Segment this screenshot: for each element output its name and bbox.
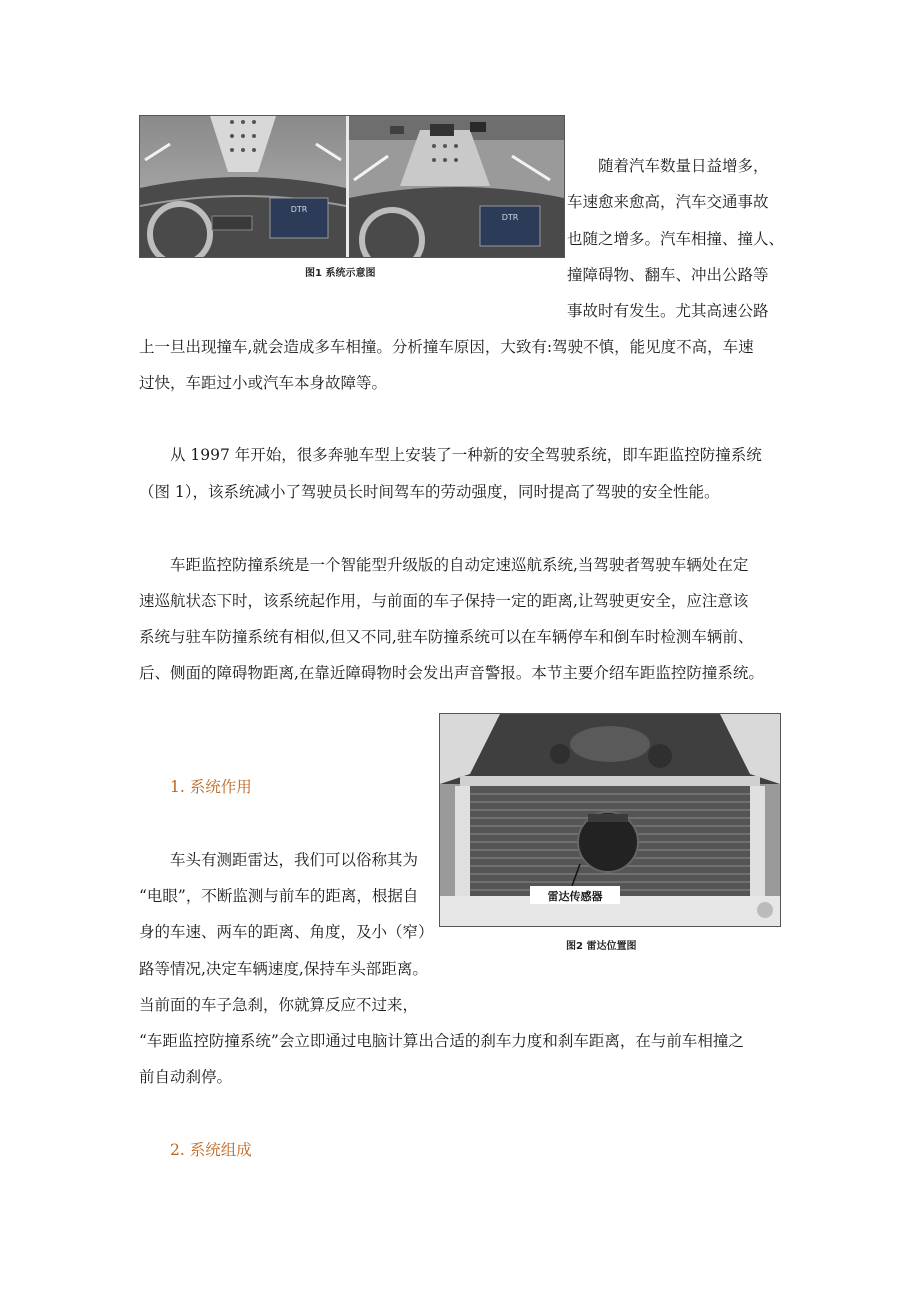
section1-line: 当前面的车子急刹，你就算反应不过来， (139, 996, 419, 1014)
intro-line: 过快，车距过小或汽车本身故障等。 (139, 374, 388, 392)
intro-line: 随着汽车数量日益增多， (598, 157, 769, 175)
section1-line: “电眼”，不断监测与前车的距离，根据自 (139, 887, 419, 905)
paragraph-line: 系统与驻车防撞系统有相似,但又不同,驻车防撞系统可以在车辆停车和倒车时检测车辆前、 (139, 628, 754, 646)
figure1-illustration (140, 116, 564, 257)
paragraph-line: 车距监控防撞系统是一个智能型升级版的自动定速巡航系统,当驾驶者驾驶车辆处在定 (170, 556, 749, 574)
section1-line: 路等情况,决定车辆速度,保持车头部距离。 (139, 960, 428, 978)
intro-line: 车速愈来愈高，汽车交通事故 (567, 193, 769, 211)
figure1-panel-label-left: DTR (290, 205, 308, 214)
paragraph-line: 从 1997 年开始，很多奔驰车型上安装了一种新的安全驾驶系统，即车距监控防撞系统 (170, 446, 762, 464)
intro-line: 事故时有发生。尤其高速公路 (567, 302, 769, 320)
section1-line: 身的车速、两车的距离、角度，及小（窄） (139, 923, 434, 941)
section1-line: “车距监控防撞系统”会立即通过电脑计算出合适的刹车力度和刹车距离，在与前车相撞之 (139, 1032, 744, 1050)
section1-line: 车头有测距雷达，我们可以俗称其为 (170, 851, 419, 869)
paragraph-line: （图 1），该系统减小了驾驶员长时间驾车的劳动强度，同时提高了驾驶的安全性能。 (139, 483, 720, 501)
section1-line: 前自动刹停。 (139, 1068, 233, 1086)
intro-line: 上一旦出现撞车,就会造成多车相撞。分析撞车原因，大致有:驾驶不慎，能见度不高，车速 (139, 338, 754, 356)
paragraph-line: 速巡航状态下时，该系统起作用，与前面的车子保持一定的距离,让驾驶更安全，应注意该 (139, 592, 749, 610)
figure2-illustration (440, 714, 780, 926)
figure1-panel-label-right: DTR (501, 213, 519, 222)
figure2-callout: 雷达传感器 (547, 890, 603, 903)
intro-line: 撞障碍物、翻车、冲出公路等 (567, 266, 769, 284)
figure1-caption: 图1 系统示意图 (305, 268, 376, 279)
figure2-image (439, 713, 781, 927)
figure1-image (139, 115, 565, 258)
section-heading: 1. 系统作用 (170, 778, 252, 796)
figure2-caption: 图2 雷达位置图 (566, 941, 637, 952)
paragraph-line: 后、侧面的障碍物距离,在靠近障碍物时会发出声音警报。本节主要介绍车距监控防撞系统。 (139, 664, 764, 682)
section-heading: 2. 系统组成 (170, 1141, 252, 1159)
intro-line: 也随之增多。汽车相撞、撞人、 (567, 230, 785, 248)
